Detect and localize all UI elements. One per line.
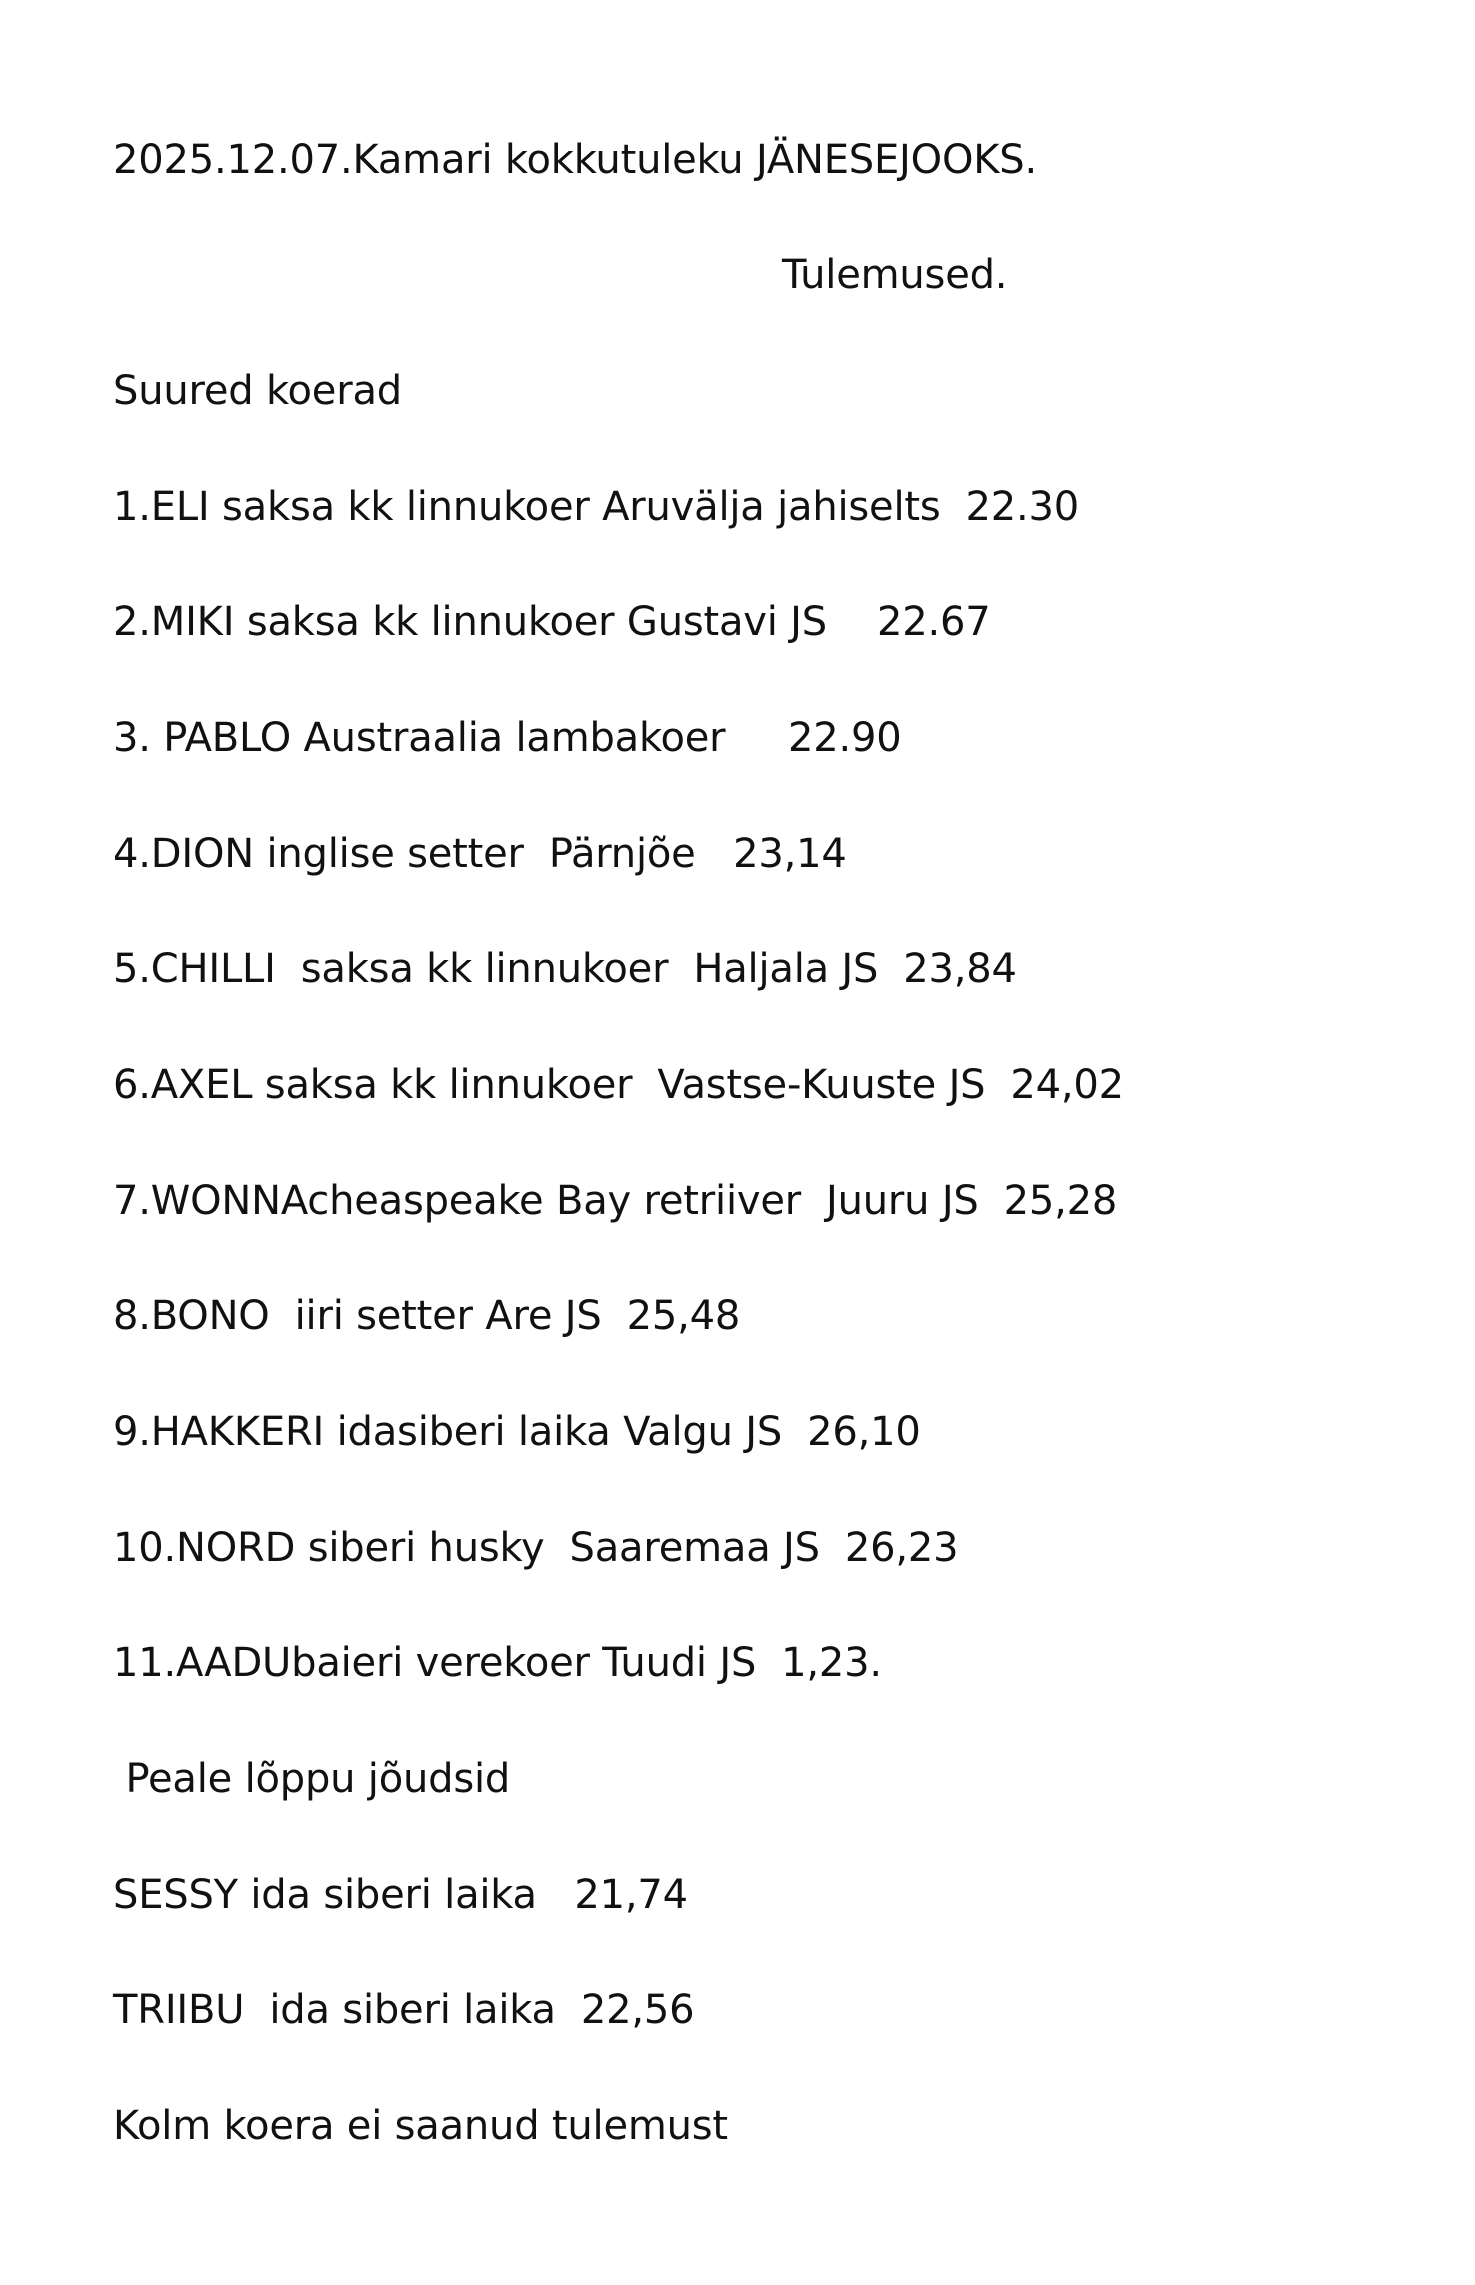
after-finish-line: TRIIBU ida siberi laika 22,56 <box>113 1987 695 2033</box>
document-subtitle: Tulemused. <box>782 252 1008 298</box>
result-line: 9.HAKKERI idasiberi laika Valgu JS 26,10 <box>113 1409 921 1455</box>
after-finish-line: SESSY ida siberi laika 21,74 <box>113 1872 688 1918</box>
footer-note: Kolm koera ei saanud tulemust <box>113 2103 728 2149</box>
result-line: 6.AXEL saksa kk linnukoer Vastse-Kuuste JS 24,02 <box>113 1062 1124 1108</box>
result-line: 2.MIKI saksa kk linnukoer Gustavi JS 22.67 <box>113 599 991 645</box>
result-line: 4.DION inglise setter Pärnjõe 23,14 <box>113 831 847 877</box>
result-line: 3. PABLO Austraalia lambakoer 22.90 <box>113 715 902 761</box>
result-line: 5.CHILLI saksa kk linnukoer Haljala JS 23,84 <box>113 946 1017 992</box>
result-line: 1.ELI saksa kk linnukoer Aruvälja jahiselts 22.30 <box>113 484 1080 530</box>
result-line: 10.NORD siberi husky Saaremaa JS 26,23 <box>113 1525 959 1571</box>
section-heading: Suured koerad <box>113 368 402 414</box>
after-finish-heading: Peale lõppu jõudsid <box>113 1756 511 1802</box>
document-title: 2025.12.07.Kamari kokkutuleku JÄNESEJOOKS. <box>113 137 1037 183</box>
result-line: 8.BONO iiri setter Are JS 25,48 <box>113 1293 741 1339</box>
result-line: 7.WONNAcheaspeake Bay retriiver Juuru JS 25,28 <box>113 1178 1118 1224</box>
result-line: 11.AADUbaieri verekoer Tuudi JS 1,23. <box>113 1640 882 1686</box>
